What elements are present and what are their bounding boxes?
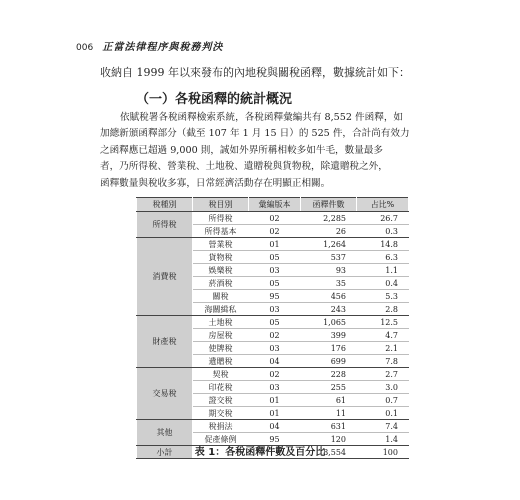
item-cell: 海關緝私	[193, 303, 249, 316]
item-cell: 稅捐法	[193, 420, 249, 433]
version-cell: 04	[249, 420, 301, 433]
version-cell: 95	[249, 433, 301, 446]
pct-cell: 2.8	[357, 303, 409, 316]
category-cell: 其他	[137, 420, 193, 446]
section-heading: （一）各稅函釋的統計概況	[136, 92, 293, 107]
total-label: 小計	[137, 446, 193, 459]
count-cell: 699	[301, 355, 357, 368]
count-cell: 399	[301, 329, 357, 342]
body-line: 者，乃所得稅、營業稅、土地稅、遺贈稅與貨物稅，除遺贈稅之外，	[100, 161, 388, 173]
version-cell: 95	[249, 290, 301, 303]
count-cell: 1,264	[301, 238, 357, 251]
item-cell: 期交稅	[193, 407, 249, 420]
version-cell: 02	[249, 212, 301, 225]
item-cell: 娛樂稅	[193, 264, 249, 277]
table-body	[137, 212, 409, 459]
item-cell: 證交稅	[193, 394, 249, 407]
count-cell: 176	[301, 342, 357, 355]
pct-cell: 7.8	[357, 355, 409, 368]
version-cell: 03	[249, 381, 301, 394]
count-cell: 35	[301, 277, 357, 290]
pct-cell: 4.7	[357, 329, 409, 342]
count-cell: 243	[301, 303, 357, 316]
item-cell: 土地稅	[193, 316, 249, 329]
running-header	[76, 38, 223, 53]
item-cell: 促產條例	[193, 433, 249, 446]
version-cell: 03	[249, 303, 301, 316]
category-cell: 交易稅	[137, 368, 193, 420]
item-cell: 遺贈稅	[193, 355, 249, 368]
item-cell: 營業稅	[193, 238, 249, 251]
total-count: 8,554	[301, 446, 357, 459]
col-header: 稅目別	[193, 198, 249, 212]
count-cell: 631	[301, 420, 357, 433]
page-number: 006	[76, 43, 94, 53]
item-cell: 契稅	[193, 368, 249, 381]
item-cell: 所得稅	[193, 212, 249, 225]
pct-cell: 0.1	[357, 407, 409, 420]
version-cell: 04	[249, 355, 301, 368]
body-paragraph	[100, 110, 418, 192]
version-cell: 01	[249, 407, 301, 420]
pct-cell: 26.7	[357, 212, 409, 225]
table-row	[137, 368, 409, 381]
pct-cell: 1.1	[357, 264, 409, 277]
version-cell: 02	[249, 225, 301, 238]
item-cell: 關稅	[193, 290, 249, 303]
pct-cell: 5.3	[357, 290, 409, 303]
table-row	[137, 212, 409, 225]
count-cell: 228	[301, 368, 357, 381]
table-row	[137, 420, 409, 433]
pct-cell: 3.0	[357, 381, 409, 394]
version-cell: 05	[249, 316, 301, 329]
total-pct: 100	[357, 446, 409, 459]
count-cell: 2,285	[301, 212, 357, 225]
pct-cell: 0.4	[357, 277, 409, 290]
table-caption: 表 1：各稅函釋件數及百分比	[194, 447, 326, 458]
table-header-row	[137, 198, 409, 212]
item-cell: 印花稅	[193, 381, 249, 394]
intro-paragraph: 收納自 1999 年以來發布的內地稅與關稅函釋，數據統計如下：	[100, 66, 410, 79]
item-cell: 菸酒稅	[193, 277, 249, 290]
version-cell: 02	[249, 368, 301, 381]
body-line: 依賦稅署各稅函釋檢索系統，各稅函釋彙編共有 8,552 件函釋，如	[120, 112, 404, 123]
category-cell: 消費稅	[137, 238, 193, 316]
version-cell: 05	[249, 251, 301, 264]
count-cell: 120	[301, 433, 357, 446]
pct-cell: 2.1	[357, 342, 409, 355]
version-cell: 01	[249, 238, 301, 251]
item-cell: 房屋稅	[193, 329, 249, 342]
count-cell: 26	[301, 225, 357, 238]
col-header: 稅種別	[137, 198, 193, 212]
count-cell: 61	[301, 394, 357, 407]
count-cell: 255	[301, 381, 357, 394]
tax-ruling-table	[136, 197, 409, 459]
pct-cell: 14.8	[357, 238, 409, 251]
version-cell: 03	[249, 264, 301, 277]
count-cell: 11	[301, 407, 357, 420]
pct-cell: 0.3	[357, 225, 409, 238]
item-cell: 使牌稅	[193, 342, 249, 355]
pct-cell: 2.7	[357, 368, 409, 381]
body-line: 加總新頒函釋部分（截至 107 年 1 月 15 日）的 525 件，合計尚有效力	[100, 128, 410, 140]
book-title: 正當法律程序與稅務判決	[102, 42, 224, 53]
pct-cell: 6.3	[357, 251, 409, 264]
table-row	[137, 238, 409, 251]
count-cell: 1,065	[301, 316, 357, 329]
count-cell: 537	[301, 251, 357, 264]
col-header: 占比%	[357, 198, 409, 212]
version-cell: 02	[249, 329, 301, 342]
category-cell: 所得稅	[137, 212, 193, 238]
body-line: 之函釋應已超過 9,000 則，誠如外界所稱相較多如牛毛，數量最多	[100, 144, 384, 156]
version-cell: 03	[249, 342, 301, 355]
body-line: 函釋數量與稅收多寡，日常經濟活動存在明顯正相關。	[100, 177, 331, 189]
col-header: 彙編版本	[249, 198, 301, 212]
count-cell: 456	[301, 290, 357, 303]
pct-cell: 1.4	[357, 433, 409, 446]
count-cell: 93	[301, 264, 357, 277]
item-cell: 貨物稅	[193, 251, 249, 264]
col-header: 函釋件數	[301, 198, 357, 212]
item-cell: 所得基本	[193, 225, 249, 238]
pct-cell: 7.4	[357, 420, 409, 433]
version-cell: 05	[249, 277, 301, 290]
pct-cell: 0.7	[357, 394, 409, 407]
category-cell: 財產稅	[137, 316, 193, 368]
table-row	[137, 316, 409, 329]
version-cell: 01	[249, 394, 301, 407]
pct-cell: 12.5	[357, 316, 409, 329]
